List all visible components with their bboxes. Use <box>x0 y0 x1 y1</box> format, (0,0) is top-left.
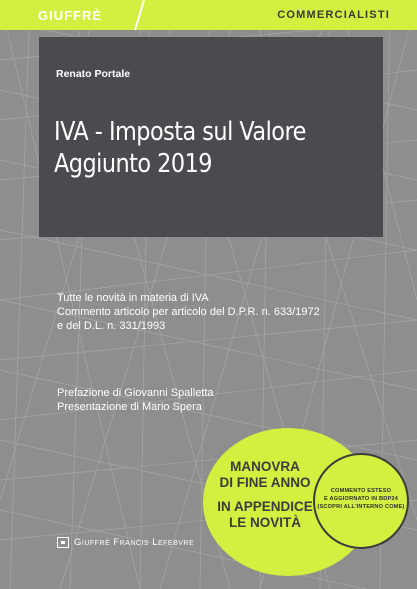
promo-badge-line: DI FINE ANNO <box>219 475 311 490</box>
credit-line: Presentazione di Mario Spera <box>57 401 202 413</box>
title-panel <box>39 37 383 237</box>
secondary-badge-text <box>316 487 406 511</box>
book-title-line-1: IVA - Imposta sul Valore <box>54 117 306 147</box>
publisher-mark-icon <box>57 537 69 548</box>
publisher-name: Giuffrè Francis Lefebvre <box>74 536 195 548</box>
secondary-badge-line: E AGGIORNATO IN BDP24 <box>323 496 399 502</box>
secondary-badge-line: COMMENTO ESTESO <box>330 488 392 494</box>
description-line: e del D.L. n. 331/1993 <box>57 320 166 332</box>
banner-slash-divider <box>132 0 146 30</box>
promo-badge-text <box>211 459 319 531</box>
book-title <box>54 116 329 180</box>
promo-badge-line: LE NOVITÀ <box>228 515 301 530</box>
credit-line: Prefazione di Giovanni Spalletta <box>57 387 214 399</box>
publisher-logo <box>57 535 194 549</box>
author-name: Renato Portale <box>56 68 131 80</box>
top-banner <box>0 0 417 30</box>
series-label: COMMERCIALISTI <box>277 9 390 21</box>
book-credits <box>57 386 214 414</box>
promo-badge-line: IN APPENDICE <box>217 499 313 514</box>
brand-logo-text: GIUFFRÈ <box>38 8 103 23</box>
book-description <box>57 291 320 333</box>
secondary-badge-line: (SCOPRI ALL'INTERNO COME) <box>317 504 405 510</box>
promo-badge-line: MANOVRA <box>230 459 300 474</box>
description-line: Tutte le novità in materia di IVA <box>57 292 209 304</box>
book-title-line-2: Aggiunto 2019 <box>54 149 212 179</box>
description-line: Commento articolo per articolo del D.P.R. n. 633/1972 <box>57 306 320 318</box>
